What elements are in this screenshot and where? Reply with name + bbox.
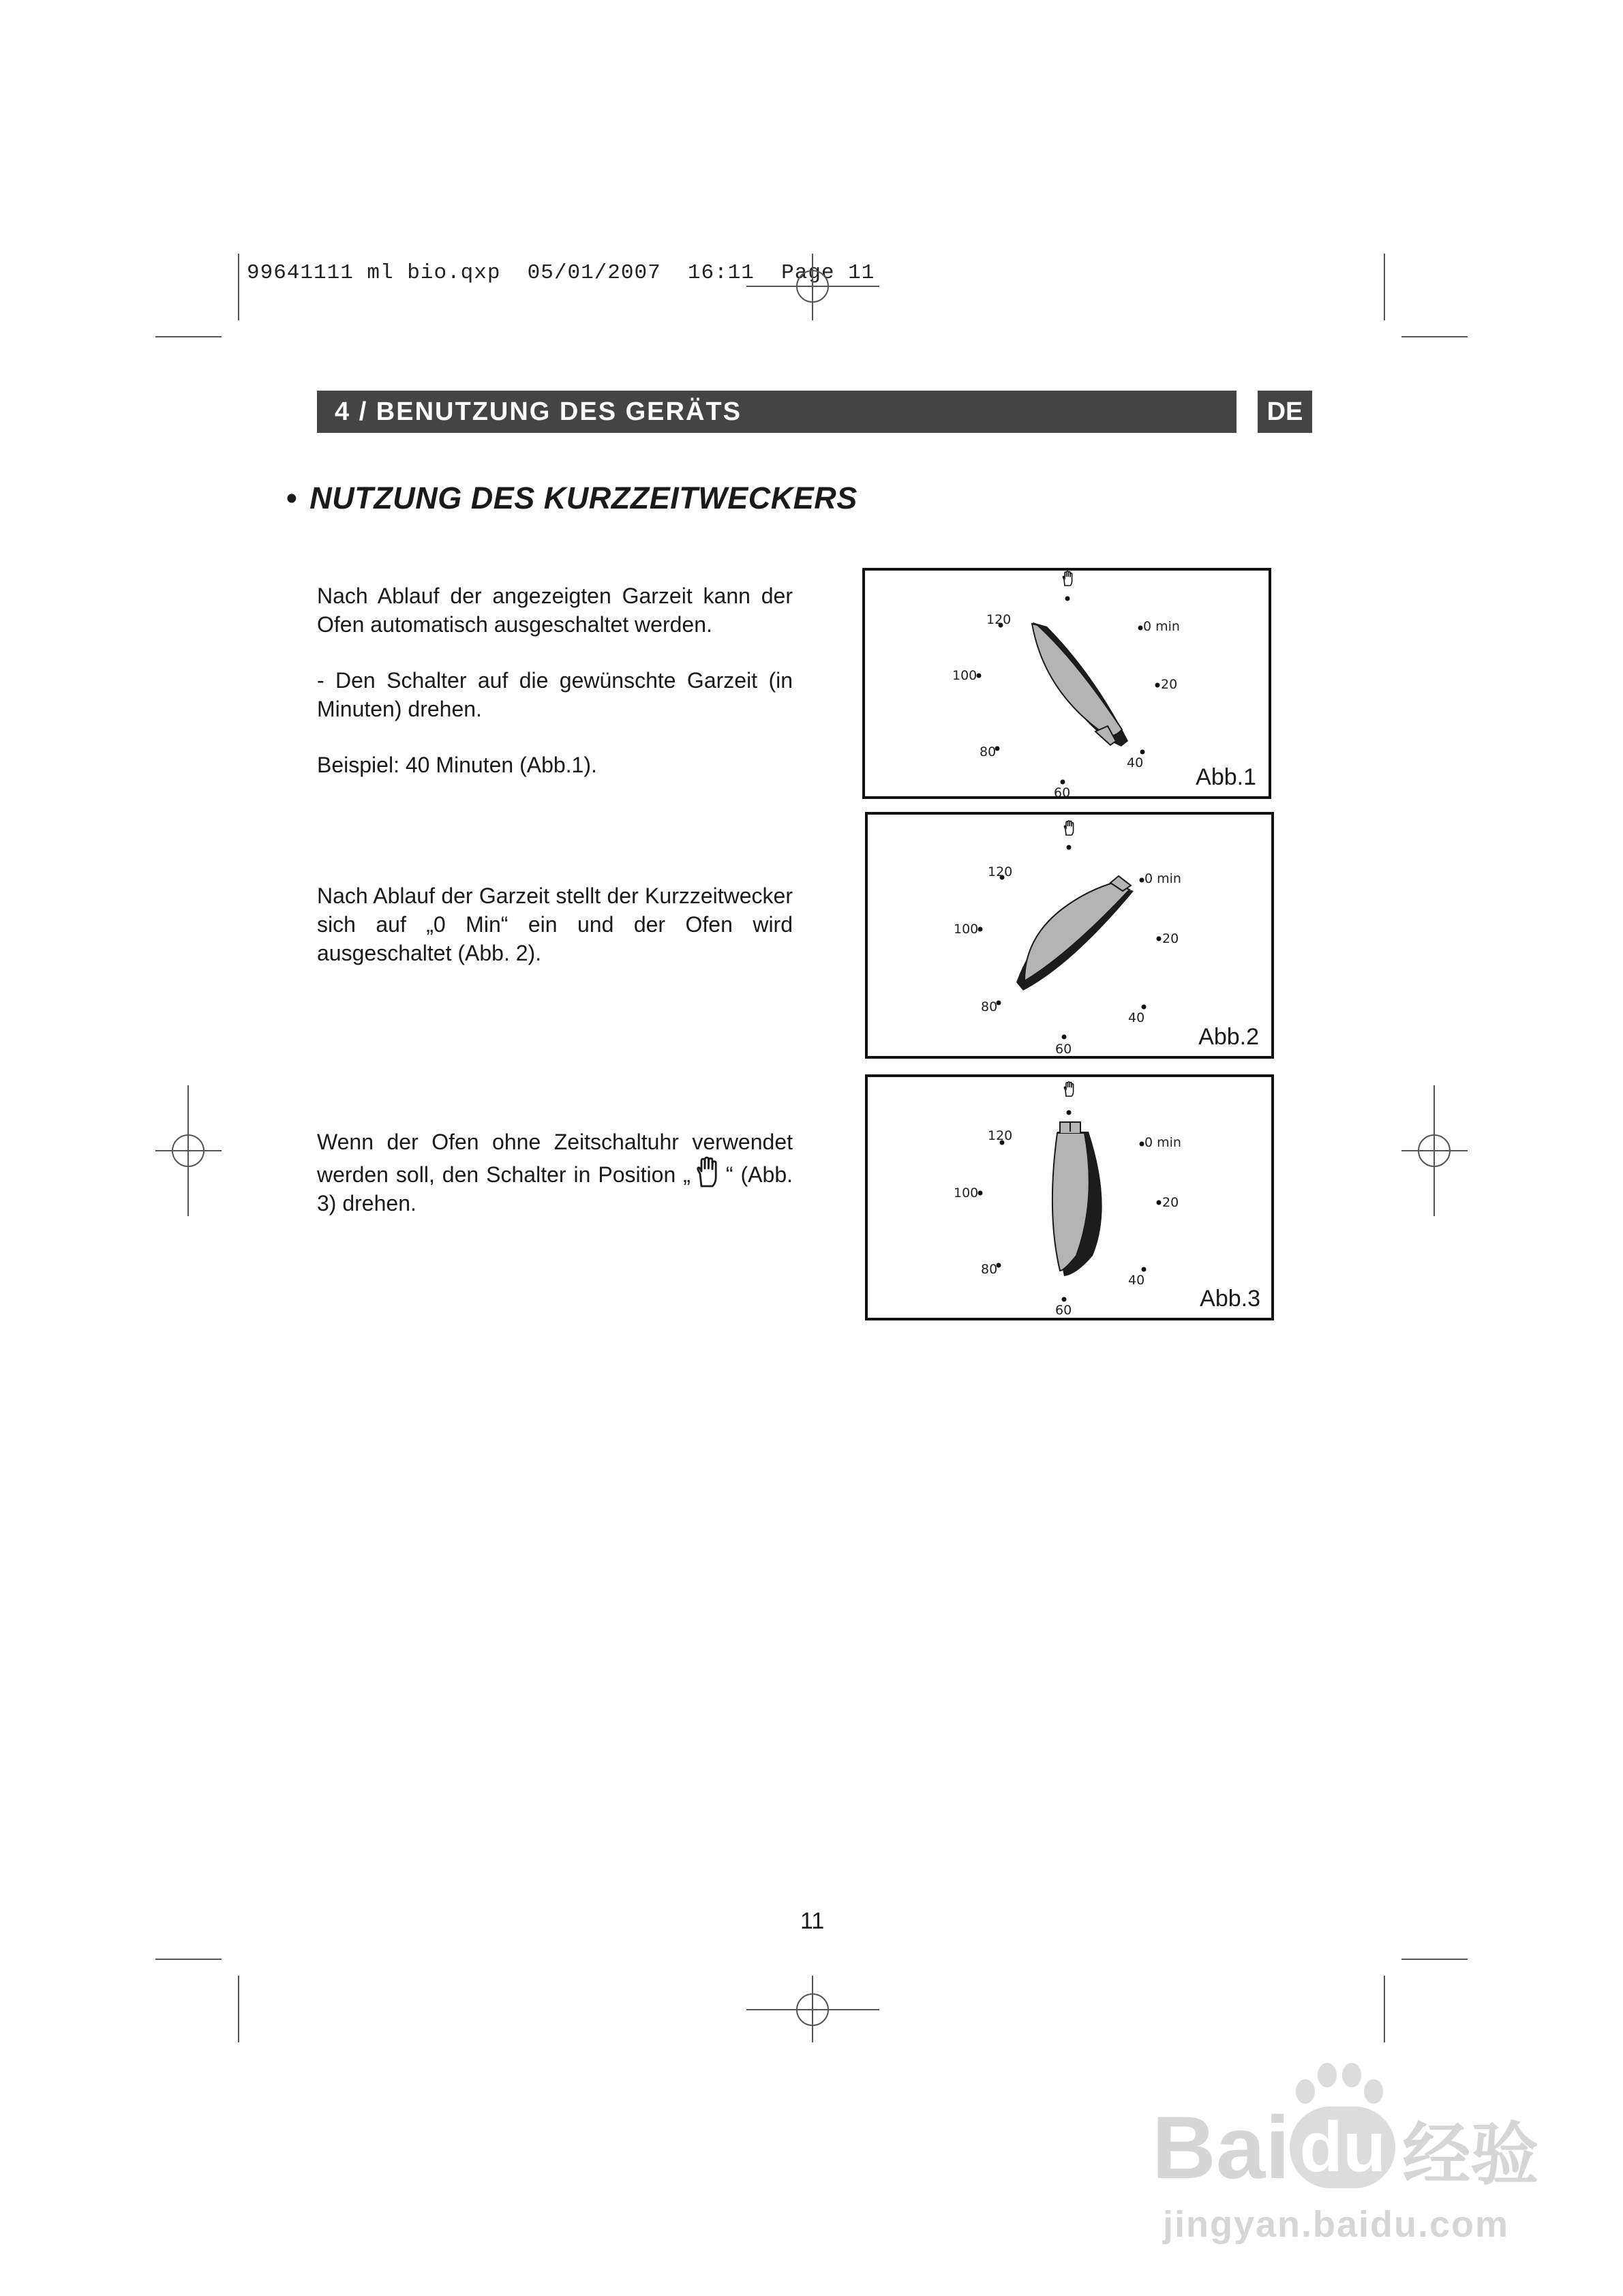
- paragraph-without-timer-end: “ (Abb. 3) drehen.: [317, 1162, 793, 1215]
- section-heading: [286, 481, 858, 516]
- tick-label: 20: [1162, 1195, 1179, 1210]
- dial-abb2: [868, 815, 1271, 1056]
- figure-abb2: [865, 812, 1274, 1059]
- timer-knob-pointer-40: [1032, 622, 1128, 746]
- timer-knob-pointer-0-min: [1016, 876, 1134, 991]
- tick-label: 40: [1127, 755, 1144, 770]
- tick-label: 80: [981, 999, 998, 1014]
- heading-text: NUTZUNG DES KURZZEITWECKERS: [309, 481, 858, 515]
- watermark-brand-latin: Bai: [1152, 2098, 1290, 2197]
- watermark-url: jingyan.baidu.com: [1163, 2204, 1510, 2245]
- figure-label: Abb.3: [1200, 1286, 1260, 1312]
- tick-label: 20: [1162, 931, 1179, 946]
- text-block-2: [317, 881, 793, 995]
- paragraph-instruction: - Den Schalter auf die gewünschte Garzeit (in Minuten) drehen.: [317, 668, 793, 721]
- tick-label: 60: [1055, 1303, 1072, 1318]
- dial-abb1: [865, 571, 1269, 796]
- tick-label: 120: [986, 612, 1012, 627]
- tick-label: 40: [1128, 1273, 1145, 1288]
- tick-label: 40: [1128, 1010, 1145, 1025]
- language-badge: DE: [1258, 391, 1312, 433]
- paragraph-without-timer: [317, 1128, 793, 1218]
- text-block-3: [317, 1128, 793, 1245]
- tick-label: 100: [952, 668, 977, 683]
- watermark: [1152, 2052, 1539, 2245]
- dial-hand-icon: [1064, 821, 1073, 835]
- section-title-bar: 4 / BENUTZUNG DES GERÄTS: [317, 391, 1237, 433]
- paragraph-end-of-time: Nach Ablauf der Garzeit stellt der Kurzzeitwecker sich auf „0 Min“ ein und der Ofen wird ausgeschaltet (Abb. 2).: [317, 883, 793, 965]
- figure-label: Abb.2: [1198, 1024, 1259, 1050]
- watermark-brand-du: du: [1290, 2106, 1395, 2188]
- dial-hand-icon: [1063, 571, 1072, 586]
- dial-abb3: [868, 1077, 1271, 1318]
- tick-label: 60: [1055, 1042, 1072, 1056]
- figure-abb3: [865, 1074, 1274, 1320]
- tick-label: 80: [980, 744, 997, 759]
- figure-label: Abb.1: [1196, 764, 1256, 790]
- tick-label: 0 min: [1144, 1135, 1181, 1150]
- heading-bullet: •: [286, 481, 298, 515]
- text-block-1: [317, 581, 793, 806]
- timer-knob-pointer-hand: [1052, 1122, 1102, 1276]
- figure-abb1: [862, 568, 1271, 799]
- paragraph-without-timer-start: Wenn der Ofen ohne Zeitschaltuhr verwendet werden soll, den Schalter in Position „: [317, 1130, 793, 1187]
- tick-label: 0 min: [1144, 871, 1181, 886]
- tick-label: 120: [988, 864, 1013, 879]
- paragraph-example: Beispiel: 40 Minuten (Abb.1).: [317, 753, 597, 777]
- paragraph-intro: Nach Ablauf der angezeigten Garzeit kann der Ofen automatisch ausgeschaltet werden.: [317, 584, 793, 637]
- tick-label: 100: [954, 922, 979, 937]
- print-slug: 99641111 ml bio.qxp 05/01/2007 16:11 Page 11: [247, 261, 875, 285]
- watermark-brand: [1152, 2100, 1538, 2203]
- watermark-brand-cn: 经验: [1402, 2115, 1539, 2194]
- hand-icon: [695, 1156, 722, 1189]
- tick-label: 0 min: [1143, 619, 1180, 634]
- tick-label: 20: [1161, 677, 1178, 692]
- tick-label: 120: [988, 1128, 1013, 1143]
- tick-label: 60: [1054, 785, 1071, 796]
- page-number: 11: [800, 1908, 825, 1934]
- tick-label: 100: [954, 1185, 979, 1200]
- dial-hand-icon: [1064, 1082, 1073, 1096]
- tick-label: 80: [981, 1262, 998, 1277]
